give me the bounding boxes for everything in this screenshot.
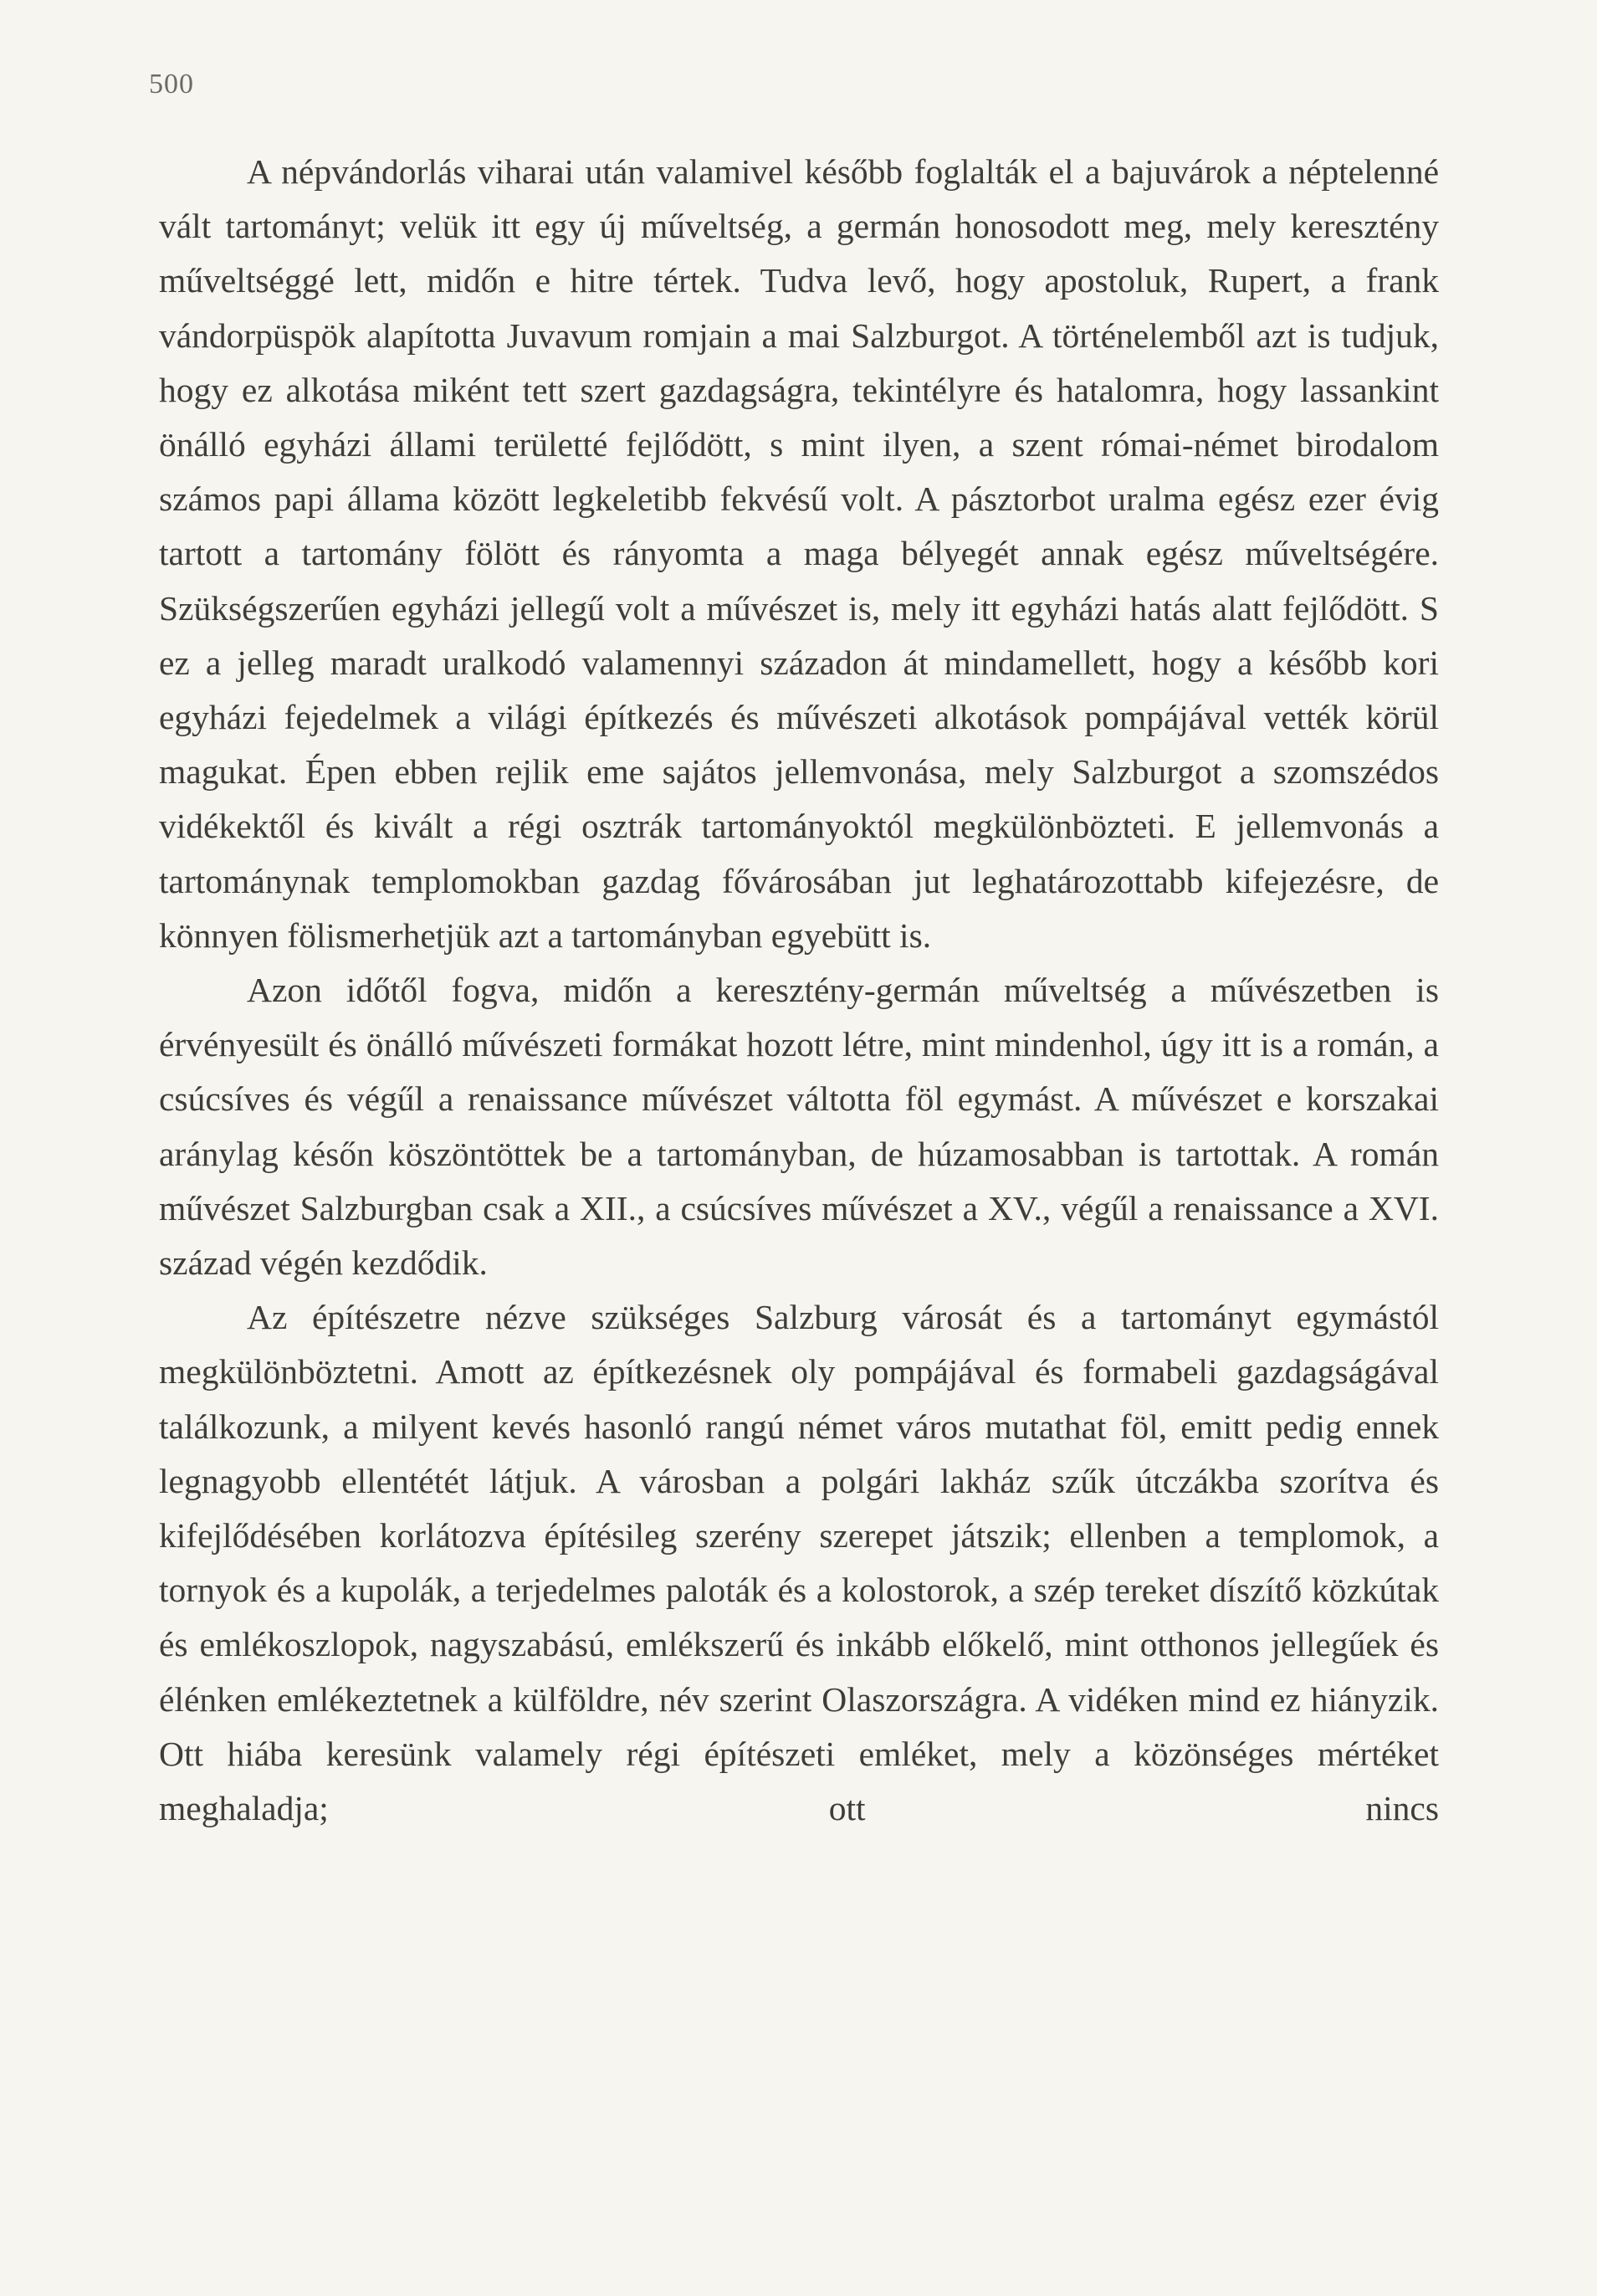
- paragraph-3: Az építészetre nézve szükséges Salzburg városát és a tartományt egymástól megkülönböztetni. Amott az építkezésnek oly pompájával és formabeli gazdagságával találkozunk, a milyent kevés hasonló rangú német város mutathat föl, emitt pedig ennek legnagyobb ellentétét látjuk. A városban a polgári lakház szűk útczákba szorítva és kifejlődésében korlátozva építésileg szerény szerepet játszik; ellenben a templomok, a tornyok és a kupolák, a terjedelmes paloták és a kolostorok, a szép tereket díszítő közkútak és emlékoszlopok, nagyszabású, emlékszerű és inkább előkelő, mint otthonos jellegűek és élénken emlékeztetnek a külföldre, név szerint Olaszországra. A vidéken mind ez hiányzik. Ott hiába keresünk valamely régi építészeti emléket, mely a közönséges mértéket meghaladja; ott nincs: [159, 1298, 1439, 1828]
- body-text: [159, 145, 1439, 1836]
- paragraph-1: A népvándorlás viharai után valamivel később foglalták el a bajuvárok a néptelenné vált tartományt; velük itt egy új műveltség, a germán honosodott meg, mely keresztény műveltséggé lett, midőn e hitre tértek. Tudva levő, hogy apostoluk, Rupert, a frank vándorpüspök alapította Juvavum romjain a mai Salzburgot. A történelemből azt is tudjuk, hogy ez alkotása miként tett szert gazdagságra, tekintélyre és hatalomra, hogy lassankint önálló egyházi állami területté fejlődött, s mint ilyen, a szent római-német birodalom számos papi állama között legkeletibb fekvésű volt. A pásztorbot uralma egész ezer évig tartott a tartomány fölött és rányomta a maga bélyegét annak egész műveltségére. Szükségszerűen egyházi jellegű volt a művészet is, mely itt egyházi hatás alatt fejlődött. S ez a jelleg maradt uralkodó valamennyi századon át mindamellett, hogy a később kori egyházi fejedelmek a világi építkezés és művészeti alkotások pompájával vették körül magukat. Épen ebben rejlik eme sajátos jellemvonása, mely Salzburgot a szomszédos vidékektől és kivált a régi osztrák tartományoktól megkülönbözteti. E jellemvonás a tartománynak templomokban gazdag fővárosában jut leghatározottabb kifejezésre, de könnyen fölismerhetjük azt a tartományban egyebütt is.: [159, 152, 1439, 955]
- page-number: 500: [149, 69, 194, 100]
- paragraph-2: Azon időtől fogva, midőn a keresztény-germán műveltség a művészetben is érvényesült és önálló művészeti formákat hozott létre, mint mindenhol, úgy itt is a román, a csúcsíves és végűl a renaissance művészet váltotta föl egymást. A művészet e korszakai aránylag későn köszöntöttek be a tartományban, de húzamosabban is tartottak. A román művészet Salzburgban csak a XII., a csúcsíves művészet a XV., végűl a renaissance a XVI. század végén kezdődik.: [159, 971, 1439, 1283]
